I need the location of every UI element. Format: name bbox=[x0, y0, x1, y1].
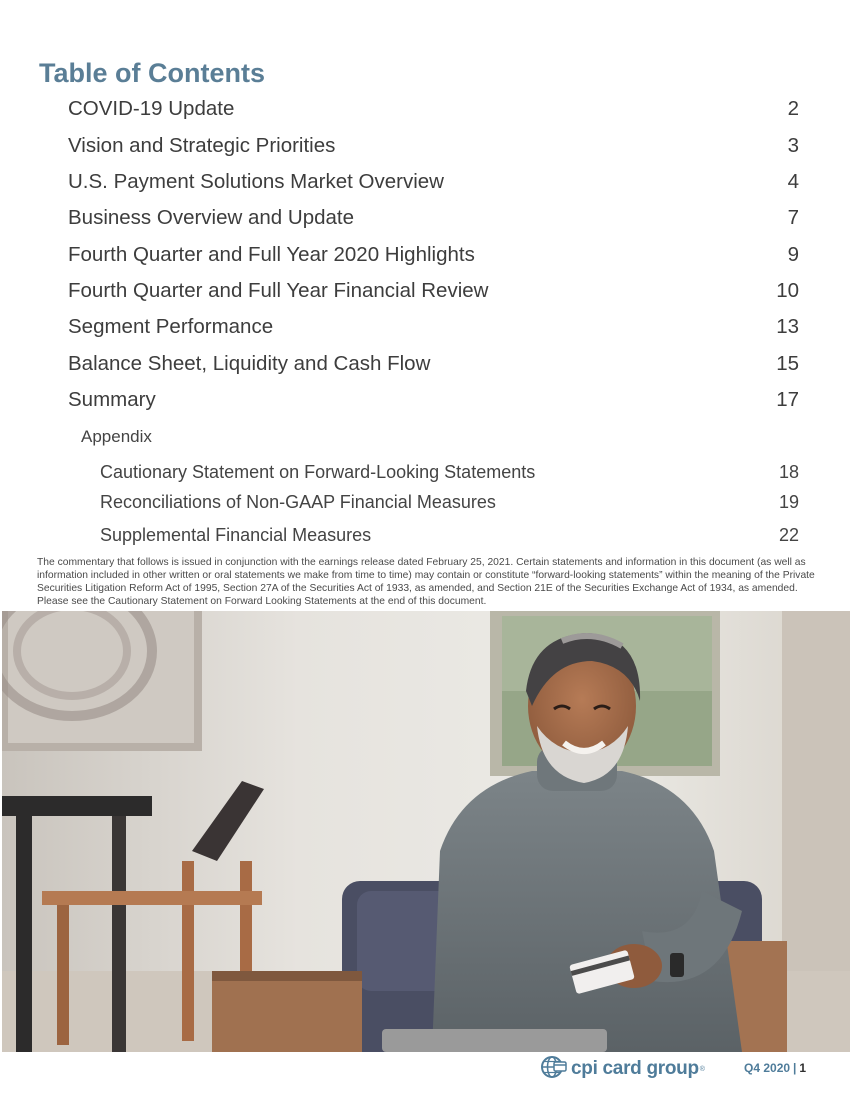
toc-entry-label: Cautionary Statement on Forward-Looking Statements bbox=[100, 462, 536, 482]
globe-card-icon bbox=[541, 1056, 567, 1083]
toc-entry-label: Reconciliations of Non-GAAP Financial Measures bbox=[100, 492, 496, 512]
toc-appendix-entry[interactable] bbox=[0, 492, 850, 522]
toc-entry[interactable] bbox=[0, 388, 850, 418]
toc-appendix-entry[interactable] bbox=[0, 525, 850, 555]
toc-entry-page: 19 bbox=[778, 492, 799, 512]
toc-entry[interactable] bbox=[0, 134, 850, 164]
logo-registered-mark: ® bbox=[699, 1065, 705, 1073]
toc-entry-label: Fourth Quarter and Full Year 2020 Highlights bbox=[68, 243, 475, 266]
disclaimer-text: The commentary that follows is issued in conjunction with the earnings release dated February 25, 2021. Certain statements and information in this document (as well as information included in other written or oral statements we make from time to time) may contain or constitute “forward-looking statements” within the meaning of the Private Securities Litigation Reform Act of 1995, Section 27A of the Securities Act of 1933, as amended, and Section 21E of the Securities Exchange Act of 1934, as amended. Please see the Cautionary Statement on Forward Looking Statements at the end of this document. bbox=[37, 557, 815, 607]
toc-entry-label: Balance Sheet, Liquidity and Cash Flow bbox=[68, 352, 431, 375]
toc-appendix-heading bbox=[0, 427, 850, 457]
toc-entry[interactable] bbox=[0, 97, 850, 127]
toc-entry-page: 22 bbox=[778, 525, 799, 545]
toc-entry[interactable] bbox=[0, 243, 850, 273]
toc-title: Table of Contents bbox=[39, 58, 265, 88]
toc-entry-label: U.S. Payment Solutions Market Overview bbox=[68, 170, 444, 193]
man-holding-card-photo bbox=[2, 611, 850, 1052]
toc-entry-label: COVID-19 Update bbox=[68, 97, 235, 120]
toc-entry-page: 15 bbox=[776, 352, 799, 375]
toc-entry-page: 7 bbox=[787, 206, 799, 229]
toc-entry-label: Vision and Strategic Priorities bbox=[68, 134, 336, 157]
company-logo bbox=[541, 1058, 705, 1080]
toc-entry[interactable] bbox=[0, 206, 850, 236]
toc-entry[interactable] bbox=[0, 315, 850, 345]
toc-entry-label: Summary bbox=[68, 388, 156, 411]
footer-separator: | bbox=[793, 1061, 797, 1075]
toc-entry[interactable] bbox=[0, 352, 850, 382]
toc-entry-page: 18 bbox=[778, 462, 799, 482]
page-footer-label bbox=[744, 1061, 806, 1075]
logo-wordmark: cpi card group bbox=[571, 1058, 699, 1079]
toc-entry-label: Segment Performance bbox=[68, 315, 274, 338]
page-number: 1 bbox=[799, 1061, 807, 1075]
toc-entry-page: 9 bbox=[787, 243, 799, 266]
toc-entry[interactable] bbox=[0, 279, 850, 309]
toc-entry-page: 13 bbox=[776, 315, 799, 338]
toc-appendix-label: Appendix bbox=[81, 427, 152, 446]
toc-entry-page: 17 bbox=[776, 388, 799, 411]
toc-entry-page: 10 bbox=[776, 279, 799, 302]
toc-entry-page: 4 bbox=[787, 170, 799, 193]
footer-period: Q4 2020 bbox=[744, 1061, 791, 1075]
toc-appendix-entry[interactable] bbox=[0, 462, 850, 492]
toc-entry-page: 3 bbox=[787, 134, 799, 157]
toc-entry[interactable] bbox=[0, 170, 850, 200]
toc-entry-label: Supplemental Financial Measures bbox=[100, 525, 372, 545]
toc-entry-label: Business Overview and Update bbox=[68, 206, 355, 229]
toc-entry-page: 2 bbox=[787, 97, 799, 120]
toc-entry-label: Fourth Quarter and Full Year Financial Review bbox=[68, 279, 489, 302]
